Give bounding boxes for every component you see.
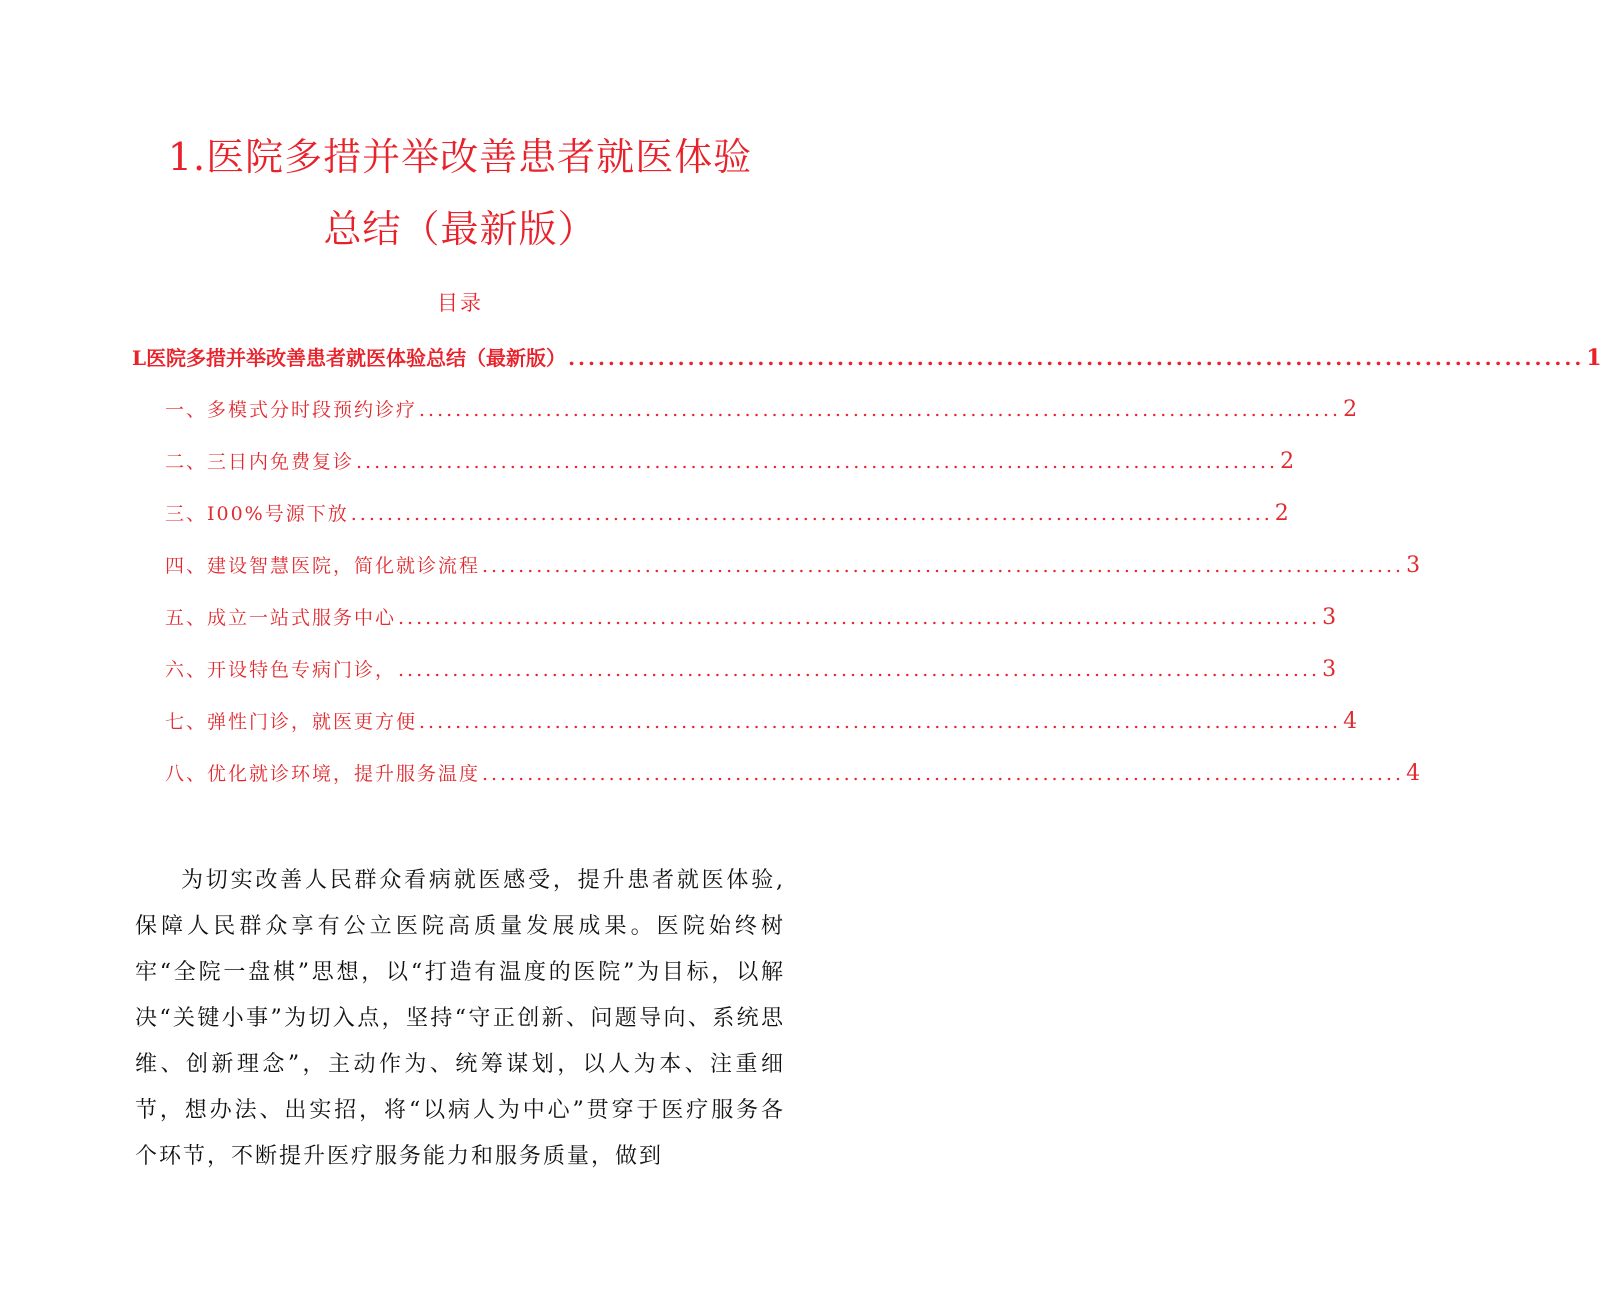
toc-entry[interactable] — [165, 553, 1423, 578]
toc-entry-label: 二、三日内免费复诊 — [165, 451, 355, 473]
toc-main-entry[interactable] — [132, 345, 1602, 371]
toc-heading: 目录 — [437, 291, 483, 315]
toc-leader-dots: ...................................................................................................... — [419, 399, 1342, 421]
toc-leader-dots: ...................................................................................................... — [482, 763, 1405, 785]
toc-leader-dots: ...................................................................................................... — [398, 659, 1321, 681]
toc-leader-dots: ...................................................................................................... — [482, 555, 1405, 577]
toc-entry[interactable] — [165, 657, 1339, 682]
document-title-line1: 1.医院多措并举改善患者就医体验 — [167, 135, 753, 179]
document-title-line2: 总结（最新版） — [323, 207, 597, 251]
toc-entry-page: 4 — [1406, 761, 1423, 786]
toc-entry-page: 3 — [1322, 605, 1339, 630]
toc-entry-page: 2 — [1280, 449, 1297, 474]
body-paragraph: 为切实改善人民群众看病就医感受，提升患者就医体验,保障人民群众享有公立医院高质量发展成果。医院始终树牢“全院一盘棋”思想，以“打造有温度的医院”为目标，以解决“关键小事”为切入点，坚持“守正创新、问题导向、系统思维、创新理念”，主动作为、统筹谋划，以人为本、注重细节，想办法、出实招，将“以病人为中心”贯穿于医疗服务各个环节，不断提升医疗服务能力和服务质量，做到 — [135, 868, 785, 1169]
toc-entry-page: 2 — [1274, 501, 1291, 526]
toc-leader-dots: ...................................................................................................... — [568, 346, 1585, 370]
toc-entry-page: 3 — [1406, 553, 1423, 578]
toc-entry-label: 四、建设智慧医院，简化就诊流程 — [165, 555, 481, 577]
toc-leader-dots: ...................................................................................................... — [350, 503, 1273, 525]
toc-entry-page: 3 — [1322, 657, 1339, 682]
toc-entry-label: 一、多模式分时段预约诊疗 — [165, 399, 418, 421]
toc-entry-label: 八、优化就诊环境，提升服务温度 — [165, 763, 481, 785]
toc-entry[interactable] — [165, 501, 1291, 526]
toc-entry-label: 五、成立一站式服务中心 — [165, 607, 397, 629]
toc-entry-label: 七、弹性门诊，就医更方便 — [165, 711, 418, 733]
toc-entry[interactable] — [165, 761, 1423, 786]
toc-entry-label: 三、I00%号源下放 — [165, 503, 349, 525]
toc-entry-page: 2 — [1343, 397, 1360, 422]
toc-entry[interactable] — [165, 605, 1339, 630]
toc-entry-label: L医院多措并举改善患者就医体验总结（最新版） — [132, 346, 567, 370]
toc-entry[interactable] — [165, 397, 1360, 422]
toc-entry-label: 六、开设特色专病门诊， — [165, 659, 397, 681]
toc-entry-page: 4 — [1343, 709, 1360, 734]
toc-entry-page: 1 — [1586, 345, 1602, 371]
toc-entry[interactable] — [165, 449, 1297, 474]
toc-leader-dots: ...................................................................................................... — [356, 451, 1279, 473]
toc-leader-dots: ...................................................................................................... — [398, 607, 1321, 629]
toc-entry[interactable] — [165, 709, 1360, 734]
toc-leader-dots: ...................................................................................................... — [419, 711, 1342, 733]
